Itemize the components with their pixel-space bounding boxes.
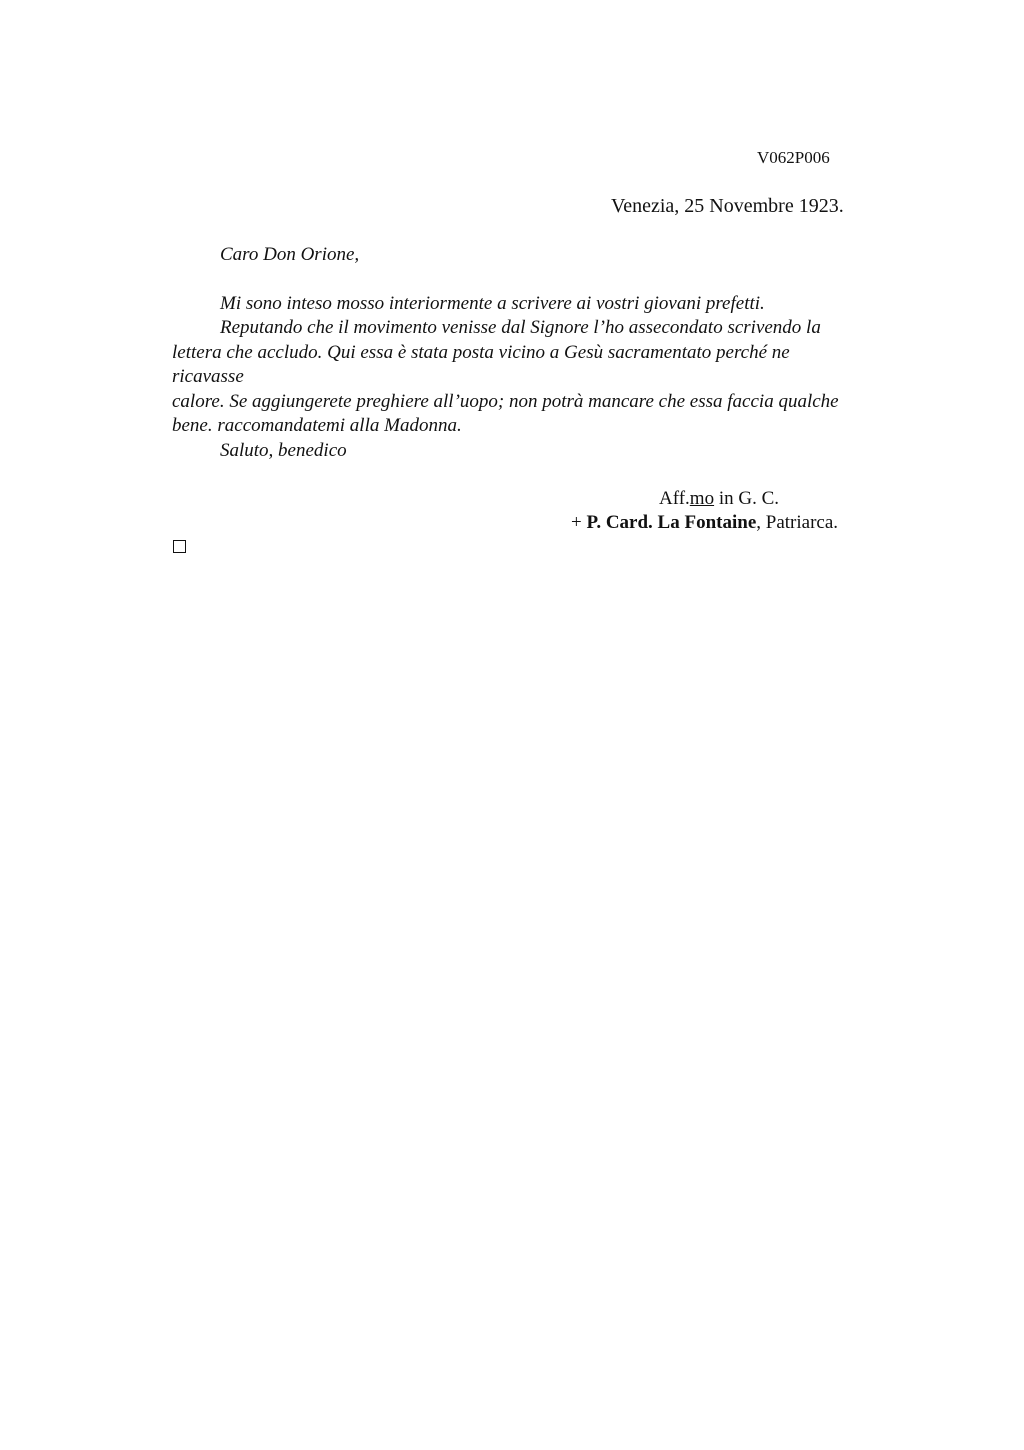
regards-prefix: Aff. [659, 488, 690, 509]
closing-line: Saluto, benedico [220, 440, 347, 461]
body-paragraph-3-line-1: calore. Se aggiungerete preghiere all’uopo; non potrà mancare che essa faccia qualche [172, 391, 839, 412]
signature-title: , Patriarca. [756, 512, 839, 533]
body-paragraph-2-line-1: Reputando che il movimento venisse dal Signore l’ho assecondato scrivendo la [220, 317, 821, 338]
regards-underlined: mo [689, 488, 715, 509]
signature-name: P. Card. La Fontaine [586, 512, 757, 533]
salutation: Caro Don Orione, [220, 244, 360, 265]
regards-suffix: in G. C. [714, 488, 780, 509]
signature-cross: + [571, 512, 587, 533]
document-id: V062P006 [757, 148, 830, 167]
regards-line [659, 487, 779, 511]
date-line: Venezia, 25 Novembre 1923. [611, 195, 844, 217]
signature-line [571, 511, 838, 535]
body-paragraph-1: Mi sono inteso mosso interiormente a scrivere ai vostri giovani prefetti. [220, 293, 765, 314]
body-paragraph-2-line-2: lettera che accludo. Qui essa è stata posta vicino a Gesù sacramentato perché ne [172, 342, 790, 363]
body-paragraph-3-line-2: bene. raccomandatemi alla Madonna. [172, 415, 462, 436]
body-paragraph-2-line-3: ricavasse [172, 366, 244, 387]
checkbox-square-icon [173, 540, 186, 553]
